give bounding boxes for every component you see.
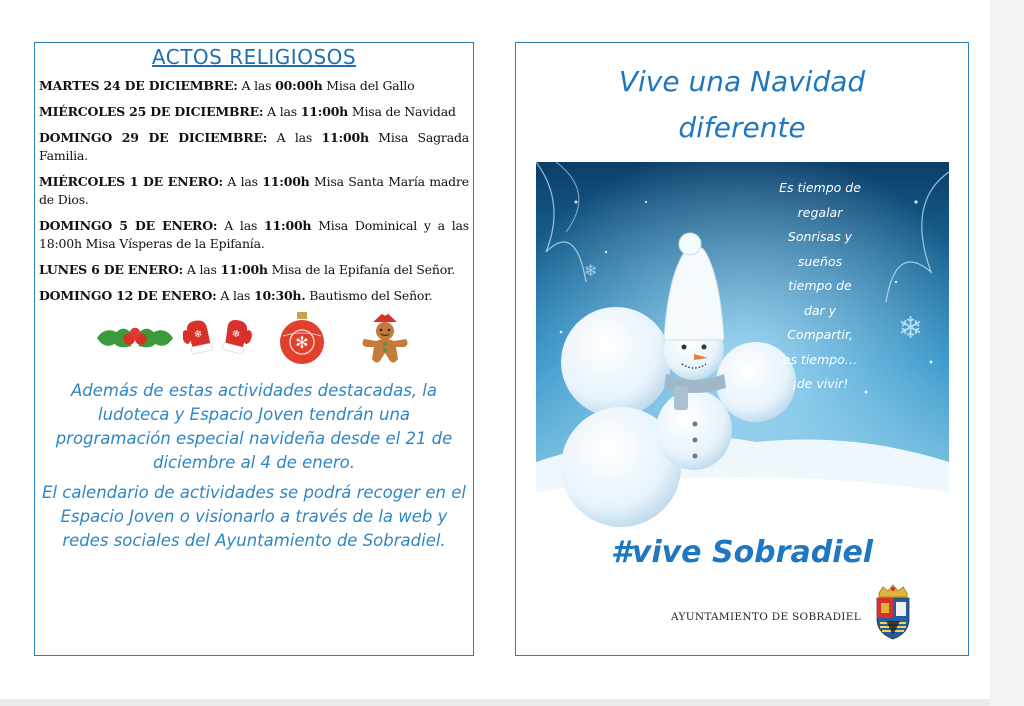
act-item: MARTES 24 DE DICIEMBRE: A las 00:00h Misa del Gallo — [39, 78, 415, 93]
act-item: DOMINGO 29 DE DICIEMBRE: A las 11:00h Misa Sagrada Familia. — [39, 130, 470, 163]
cover-panel — [515, 42, 969, 656]
decoration-row — [95, 309, 425, 367]
holly-icon — [95, 310, 175, 366]
gingerbread-icon — [345, 310, 425, 366]
town-hall-name: AYUNTAMIENTO DE SOBRADIEL — [671, 611, 861, 623]
svg-text:❄: ❄ — [193, 328, 204, 342]
svg-text:❄: ❄ — [898, 311, 924, 346]
activities-paragraph: Además de estas actividades destacadas, la ludoteca y Espacio Joven tendrán una programación especial navideña desde el 21 de diciembre al 4 de enero. — [55, 381, 453, 472]
christmas-poem: Es tiempo de regalar Sonrisas y sueños tiempo de dar y Compartir, es tiempo… ¡de vivir! — [779, 180, 861, 391]
acts-list — [39, 77, 469, 313]
act-item: LUNES 6 DE ENERO: A las 11:00h Misa de la Epifanía del Señor. — [39, 262, 456, 277]
act-item: MIÉRCOLES 1 DE ENERO: A las 11:00h Misa Santa María madre de Dios. — [39, 174, 469, 207]
coat-of-arms-icon — [874, 583, 912, 645]
svg-text:❄: ❄ — [230, 328, 242, 341]
svg-text:❄: ❄ — [584, 261, 598, 280]
page-gutter — [990, 0, 1024, 706]
snowman-photo — [536, 162, 949, 528]
act-item: DOMINGO 12 DE ENERO: A las 10:30h. Bautismo del Señor. — [39, 288, 433, 303]
act-item: DOMINGO 5 DE ENERO: A las 11:00h Misa Dominical y a las 18:00h Misa Vísperas de la Epifanía. — [39, 218, 469, 251]
ornament-icon — [262, 310, 342, 366]
calendar-paragraph: El calendario de actividades se podrá recoger en el Espacio Joven o visionarlo a través de la web y redes sociales del Ayuntamiento de Sobradiel. — [42, 483, 466, 550]
activities-info — [41, 379, 467, 553]
acts-title: ACTOS RELIGIOSOS — [151, 45, 357, 69]
religious-acts-panel — [34, 42, 474, 656]
act-item: MIÉRCOLES 25 DE DICIEMBRE: A las 11:00h Misa de Navidad — [39, 104, 456, 119]
hashtag: #vive Sobradiel — [610, 535, 874, 570]
svg-text:✻: ✻ — [294, 333, 309, 352]
mittens-icon — [178, 310, 258, 366]
cover-title: Vive una Navidad diferente — [618, 65, 866, 144]
